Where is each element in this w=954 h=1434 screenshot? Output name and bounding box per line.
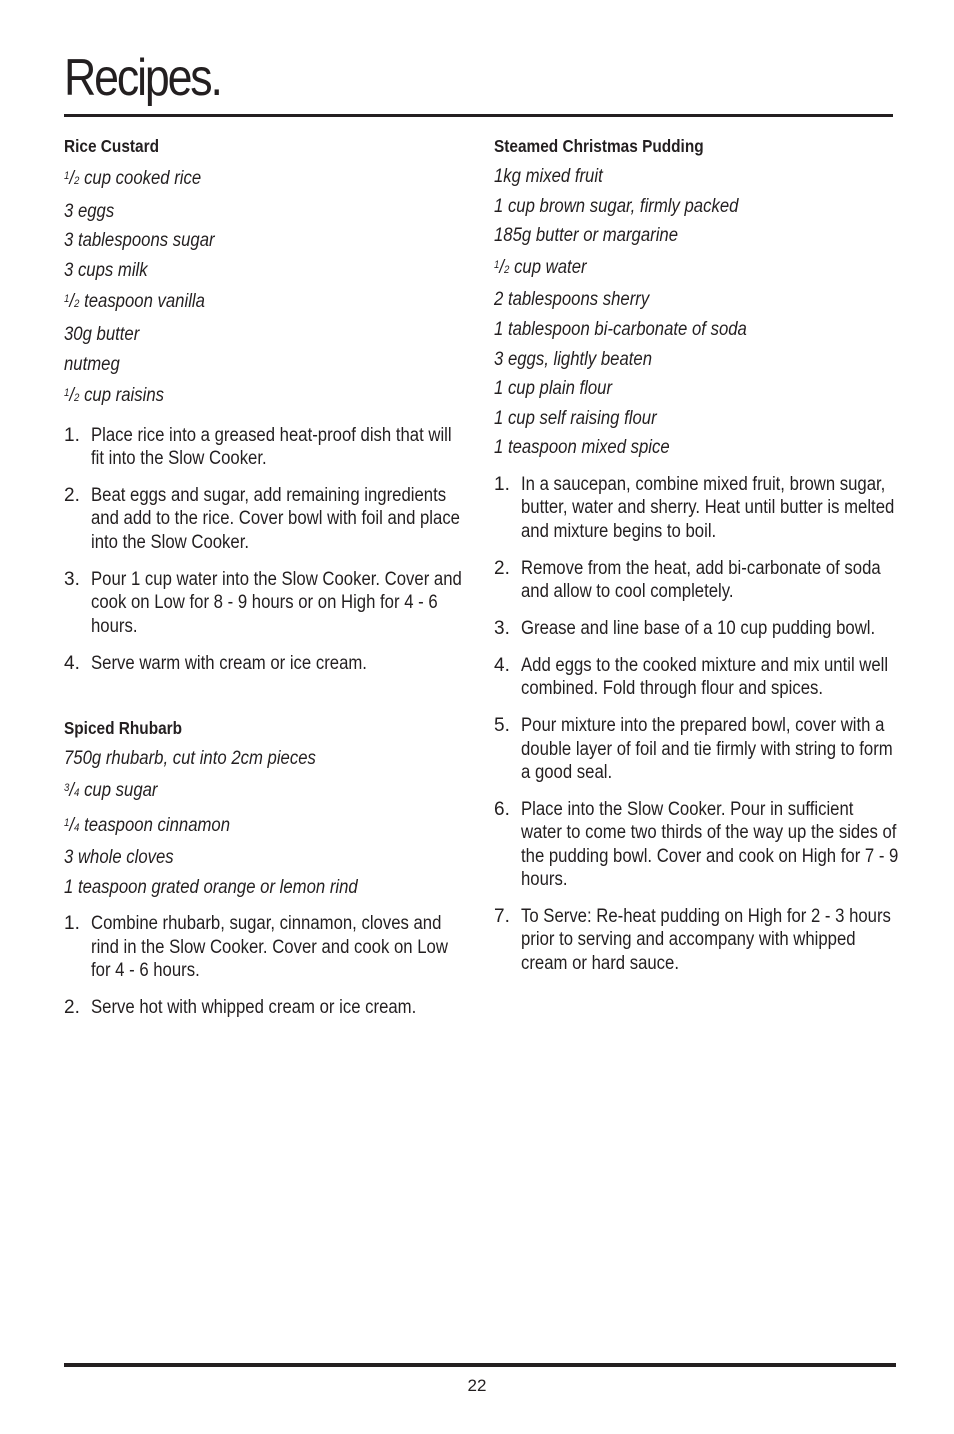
ingredient-item — [64, 873, 420, 903]
method-step — [64, 484, 469, 554]
step-number: 1. — [64, 424, 80, 446]
recipe-title: Rice Custard — [64, 136, 159, 156]
method-step — [64, 912, 469, 982]
step-text: Combine rhubarb, sugar, cinnamon, cloves and rind in the Slow Cooker. Cover and cook on Low for 4 - 6 hours. — [91, 913, 448, 982]
ingredient-item — [64, 843, 420, 873]
step-number: 2. — [494, 557, 510, 579]
step-number: 2. — [64, 485, 80, 507]
ingredient-item: $^1$/2 cup water — [494, 256, 587, 278]
method-step — [64, 996, 469, 1019]
ingredient-text: 1kg mixed fruit — [494, 166, 603, 187]
step-number: 1. — [494, 473, 510, 495]
ingredient-text: 3 tablespoons sugar — [64, 230, 215, 252]
fraction-numerator: 1 — [494, 258, 500, 271]
step-number: 3. — [64, 568, 80, 590]
method-step — [494, 654, 899, 701]
right-column — [494, 134, 899, 989]
ingredient-item — [64, 256, 420, 286]
ingredient-text: 1 teaspoon grated orange or lemon rind — [64, 876, 358, 898]
ingredient-text: 1 cup self raising flour — [494, 407, 657, 429]
ingredient-text: 1 tablespoon bi-carbonate of soda — [494, 318, 747, 340]
method-steps — [494, 473, 899, 975]
ingredient-text: 1 cup brown sugar, firmly packed — [494, 195, 739, 217]
ingredient-text: 1 cup plain flour — [494, 378, 613, 400]
ingredient-item — [64, 226, 420, 256]
fraction-numerator: 1 — [64, 387, 70, 400]
recipe-title: Steamed Christmas Pudding — [494, 136, 704, 156]
method-step — [494, 714, 899, 784]
fraction-denominator: 2 — [74, 298, 80, 311]
method-steps — [64, 424, 469, 675]
step-text: Serve warm with cream or ice cream. — [91, 652, 367, 674]
step-number: 4. — [494, 654, 510, 676]
ingredient-text: cup raisins — [79, 385, 165, 407]
ingredient-text: 30g butter — [64, 323, 140, 345]
step-text: Add eggs to the cooked mixture and mix until well combined. Fold through flour and spices. — [521, 654, 889, 700]
ingredient-text: 3 whole cloves — [64, 847, 174, 869]
ingredient-text: 2 tablespoons sherry — [494, 289, 650, 311]
ingredient-list — [64, 744, 469, 902]
method-steps — [64, 912, 469, 1019]
ingredient-text: cup sugar — [79, 780, 158, 801]
ingredient-item — [494, 192, 850, 222]
method-step — [494, 557, 899, 604]
step-text: Grease and line base of a 10 cup pudding bowl. — [521, 617, 876, 639]
step-text: Beat eggs and sugar, add remaining ingredients and add to the rice. Cover bowl with foil and place into the Slow Cooker. — [91, 485, 460, 553]
fraction-numerator: 1 — [64, 293, 70, 306]
ingredient-text: 185g butter or margarine — [494, 225, 679, 247]
fraction-denominator: 4 — [74, 821, 80, 834]
ingredient-item: $^1$/2 cup cooked rice — [64, 168, 202, 189]
step-text: Pour mixture into the prepared bowl, cover with a double layer of foil and tie firmly with string to form a good seal. — [521, 715, 893, 783]
step-text: To Serve: Re-heat pudding on High for 2 - 3 hours prior to serving and accompany with whipped cream or hard sauce. — [521, 906, 891, 974]
ingredient-list — [494, 162, 899, 463]
method-step — [64, 424, 469, 471]
footer-rule — [64, 1363, 896, 1367]
method-step — [494, 473, 899, 543]
step-number: 5. — [494, 715, 510, 737]
fraction-denominator: 2 — [74, 392, 80, 405]
step-number: 7. — [494, 906, 510, 928]
step-number: 2. — [64, 997, 80, 1019]
left-column — [64, 134, 469, 1033]
method-step — [494, 905, 899, 975]
step-number: 4. — [64, 652, 80, 674]
ingredient-item — [494, 162, 850, 192]
step-number: 6. — [494, 798, 510, 820]
ingredient-item — [494, 433, 850, 463]
ingredient-text: 3 eggs — [64, 200, 115, 222]
step-text: Remove from the heat, add bi-carbonate of soda and allow to cool completely. — [521, 557, 881, 603]
recipe-spiced-rhubarb — [64, 716, 469, 1019]
fraction-numerator: 1 — [64, 816, 70, 829]
ingredient-text: 3 cups milk — [64, 259, 148, 281]
ingredient-text: nutmeg — [64, 353, 120, 375]
ingredient-text: teaspoon cinnamon — [79, 814, 231, 836]
ingredient-item — [494, 404, 850, 434]
recipe-steamed-christmas-pudding — [494, 134, 899, 975]
fraction-numerator: 1 — [64, 170, 70, 182]
step-number: 3. — [494, 617, 510, 639]
ingredient-text: 1 teaspoon mixed spice — [494, 437, 670, 459]
recipe-title: Spiced Rhubarb — [64, 718, 183, 739]
header-rule — [64, 114, 893, 117]
ingredient-item — [494, 345, 850, 375]
ingredient-item — [494, 374, 850, 404]
ingredient-item: $^1$/2 teaspoon vanilla — [64, 291, 205, 313]
ingredient-text: cup cooked rice — [79, 168, 202, 189]
step-text: Place into the Slow Cooker. Pour in sufficient water to come two thirds of the way up the sides of the pudding bowl. Cover and cook on High for 7 - 9 hours. — [521, 798, 899, 891]
ingredient-item — [64, 350, 420, 380]
step-text: In a saucepan, combine mixed fruit, brown sugar, butter, water and sherry. Heat until butter is melted and mixture begins to boil. — [521, 473, 895, 542]
fraction-denominator: 2 — [74, 175, 80, 187]
fraction-denominator: 4 — [74, 787, 80, 799]
step-number: 1. — [64, 913, 80, 935]
ingredient-item — [494, 221, 850, 251]
ingredient-text: 3 eggs, lightly beaten — [494, 348, 653, 370]
ingredient-text: cup water — [509, 256, 587, 278]
page-number: 22 — [467, 1376, 487, 1395]
step-text: Place rice into a greased heat-proof dish that will fit into the Slow Cooker. — [91, 424, 452, 470]
method-step — [494, 617, 899, 640]
method-step — [64, 568, 469, 638]
ingredient-item — [64, 320, 420, 350]
method-step — [64, 652, 469, 675]
method-step — [494, 798, 899, 892]
ingredient-text: teaspoon vanilla — [79, 291, 205, 313]
page-title: Recipes. — [64, 49, 221, 107]
step-text: Pour 1 cup water into the Slow Cooker. Cover and cook on Low for 8 - 9 hours or on High for 4 - 6 hours. — [91, 568, 462, 637]
ingredient-item — [64, 744, 420, 774]
ingredient-text: 750g rhubarb, cut into 2cm pieces — [64, 748, 316, 770]
ingredient-item: $^1$/2 cup raisins — [64, 385, 165, 407]
ingredient-item: $^1$/4 teaspoon cinnamon — [64, 814, 231, 836]
ingredient-item — [494, 315, 850, 345]
ingredient-list — [64, 162, 469, 414]
ingredient-item — [494, 285, 850, 315]
ingredient-item: $^3$/4 cup sugar — [64, 780, 158, 801]
step-text: Serve hot with whipped cream or ice cream. — [91, 997, 417, 1019]
fraction-numerator: 3 — [64, 782, 70, 794]
recipe-rice-custard — [64, 134, 469, 675]
ingredient-item — [64, 197, 420, 227]
fraction-denominator: 2 — [504, 263, 510, 276]
